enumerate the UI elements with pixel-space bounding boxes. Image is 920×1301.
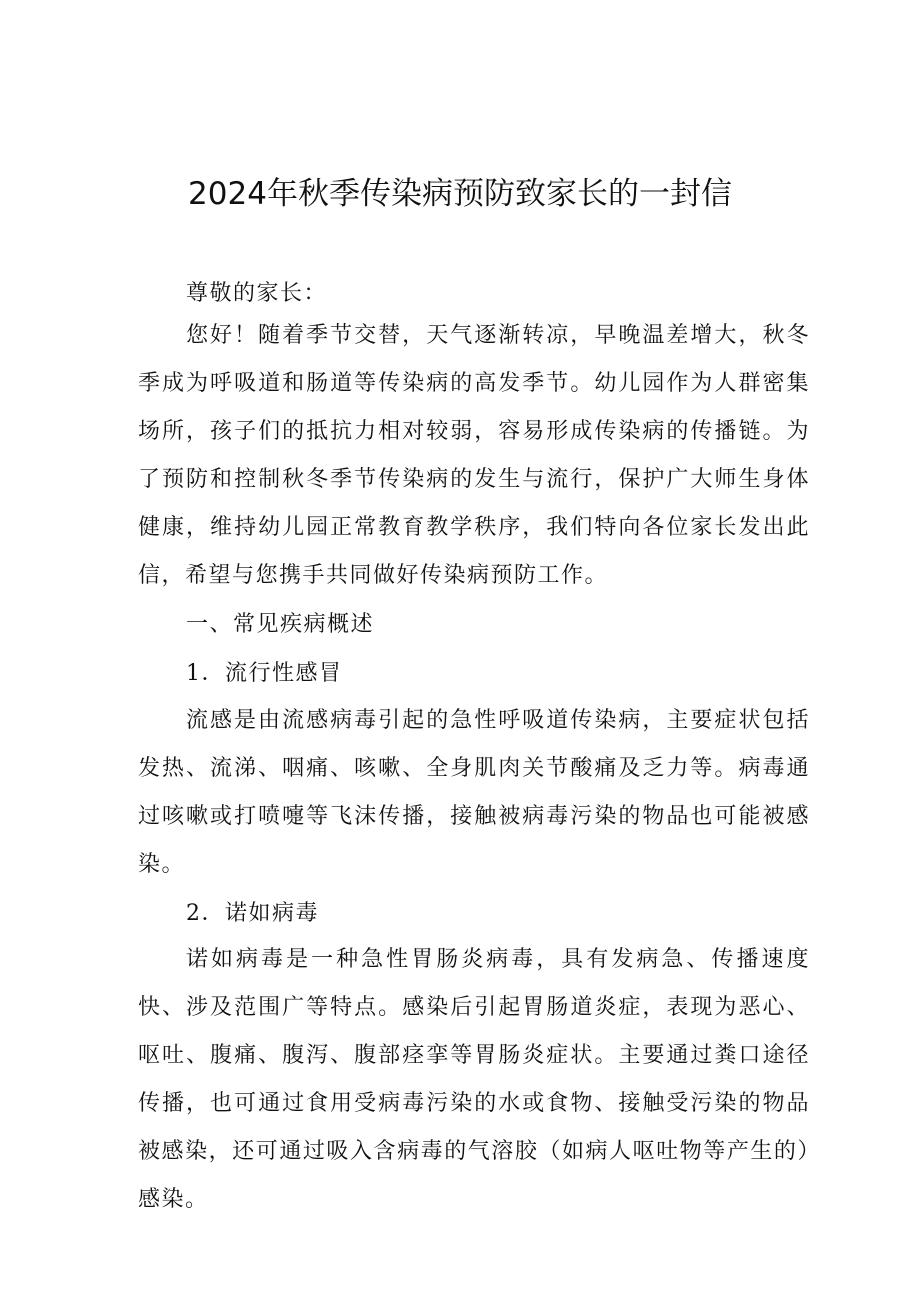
intro-paragraph: 您好！随着季节交替，天气逐渐转凉，早晚温差增大，秋冬季成为呼吸道和肠道等传染病的高发季节。幼儿园作为人群密集场所，孩子们的抵抗力相对较弱，容易形成传染病的传播链。为了预防和控制秋冬季节传染病的发生与流行，保护广大师生身体健康，维持幼儿园正常教育教学秩序，我们特向各位家长发出此信，希望与您携手共同做好传染病预防工作。 [138,323,810,588]
paragraph-influenza: 流感是由流感病毒引起的急性呼吸道传染病，主要症状包括发热、流涕、咽痛、咳嗽、全身肌肉关节酸痛及乏力等。病毒通过咳嗽或打喷嚏等飞沫传播，接触被病毒污染的物品也可能被感染。 [138,708,810,877]
section-heading-common-diseases: 一、常见疾病概述 [186,612,375,637]
item-heading-influenza: 1．流行性感冒 [186,661,343,686]
letter-title: 2024年秋季传染病预防致家长的一封信 [188,176,732,212]
paragraph-norovirus: 诺如病毒是一种急性胃肠炎病毒，具有发病急、传播速度快、涉及范围广等特点。感染后引起胃肠道炎症，表现为恶心、呕吐、腹痛、腹泻、腹部痉挛等胃肠炎症状。主要通过粪口途径传播，也可通过食用受病毒污染的水或食物、接触受污染的物品被感染，还可通过吸入含病毒的气溶胶（如病人呕吐物等产生的）感染。 [138,947,810,1212]
salutation: 尊敬的家长： [186,281,328,306]
item-heading-norovirus: 2．诺如病毒 [186,901,319,926]
